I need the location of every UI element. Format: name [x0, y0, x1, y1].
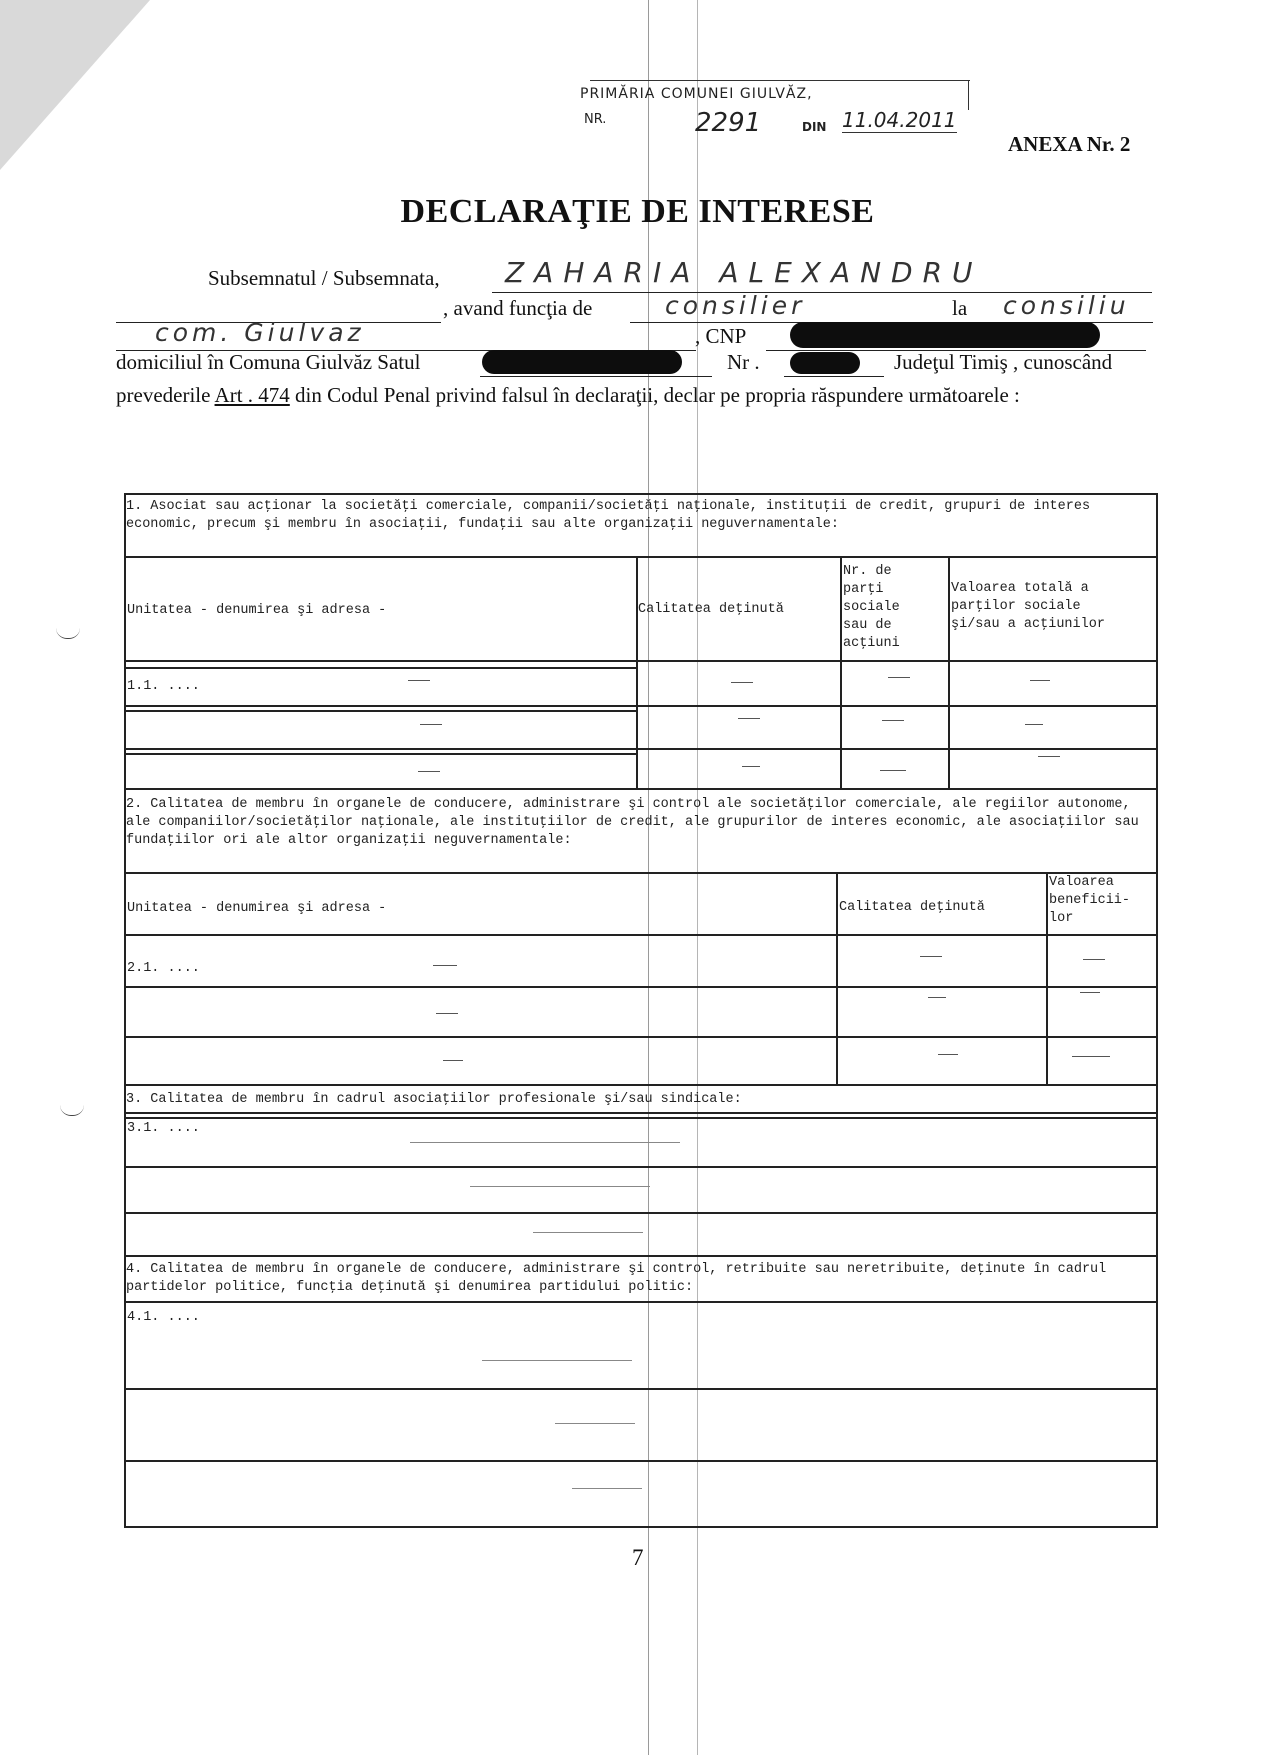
- s2-col-valoare: Valoarea beneficii- lor: [1049, 875, 1131, 926]
- s2-col-calitatea: Calitatea deţinută: [839, 900, 985, 915]
- section3-title: 3. Calitatea de membru în cadrul asociaţiilor profesionale şi/sau sindicale:: [126, 1092, 742, 1107]
- s2-col-unitate: Unitatea - denumirea şi adresa -: [127, 901, 387, 916]
- margin-mark: [60, 1105, 84, 1116]
- declaration-paragraph: prevederile Art . 474 din Codul Penal privind falsul în declaraţii, declar pe propria răspundere următoarele :: [116, 383, 1020, 407]
- document-title: DECLARAŢIE DE INTERESE: [400, 193, 875, 230]
- s1-col-nr: Nr. de parţi sociale sau de acţiuni: [843, 564, 900, 651]
- s1-col-calitatea: Calitatea deţinută: [638, 602, 784, 617]
- domiciliu-label: domiciliul în Comuna Giulvăz Satul: [116, 350, 421, 374]
- stamp-din-label: DIN: [802, 120, 827, 134]
- cnp-label: , CNP: [695, 324, 747, 348]
- s4-row1: 4.1. ....: [127, 1310, 200, 1325]
- nr-underline: [784, 376, 884, 377]
- page-number: 7: [632, 1545, 644, 1570]
- functia-handwritten: consilier: [665, 291, 806, 320]
- stamp-nr-label: NR.: [584, 112, 607, 127]
- nr-label: Nr .: [727, 350, 760, 374]
- functia-label: , avand funcţia de: [443, 296, 593, 320]
- judet-label: Judeţul Timiş , cunoscând: [894, 350, 1113, 374]
- declaration-table: [124, 493, 1158, 1528]
- s2-row1: 2.1. ....: [127, 961, 200, 976]
- s1-col-unitate: Unitatea - denumirea şi adresa -: [127, 603, 387, 618]
- section1-title: 1. Asociat sau acţionar la societăţi comerciale, companii/societăţi naţionale, instituţii de credit, grupuri de interes economic, precum şi membru în asociaţii, fundaţii sau alte organizaţii neguvernamentale:: [126, 499, 1091, 532]
- cnp-redaction: [790, 322, 1100, 348]
- la-label: la: [952, 296, 968, 320]
- subsemnatul-label: Subsemnatul / Subsemnata,: [208, 266, 440, 290]
- name-handwritten: ZAHARIA ALEXANDRU: [505, 256, 983, 289]
- annex-label: ANEXA Nr. 2: [1008, 132, 1131, 156]
- s3-row1: 3.1. ....: [127, 1121, 200, 1136]
- registration-stamp: [580, 78, 980, 148]
- art-reference: Art . 474: [214, 383, 290, 407]
- s1-row1: 1.1. ....: [127, 679, 200, 694]
- satul-underline: [480, 376, 712, 377]
- margin-mark: [56, 628, 80, 639]
- satul-redaction: [482, 350, 682, 374]
- nr-redaction: [790, 352, 860, 374]
- stamp-line1: PRIMĂRIA COMUNEI GIULVĂZ,: [580, 86, 813, 102]
- section4-title: 4. Calitatea de membru în organele de conducere, administrare şi control, retribuite sau neretribuite, deţinute în cadrul partidelor politice, funcţia deţinută şi denumirea partidului politic:: [126, 1262, 1107, 1295]
- institution-handwritten: com. Giulvaz: [155, 318, 365, 347]
- folded-corner: [0, 0, 150, 170]
- section2-title: 2. Calitatea de membru în organele de conducere, administrare şi control ale societăţilor comerciale, ale regiilor autonome, ale companiilor/societăţilor naţionale, ale instituţiilor de credit, ale grupurilor de interes economic, ale asociaţiilor sau fundaţiilor ori ale altor organizaţii neguvernamentale:: [126, 797, 1139, 848]
- stamp-date-value: 11.04.2011: [842, 108, 957, 132]
- la-handwritten: consiliu: [1003, 291, 1130, 320]
- s1-col-valoare: Valoarea totală a parţilor sociale şi/sau a acţiunilor: [951, 581, 1105, 632]
- stamp-nr-value: 2291: [695, 108, 762, 138]
